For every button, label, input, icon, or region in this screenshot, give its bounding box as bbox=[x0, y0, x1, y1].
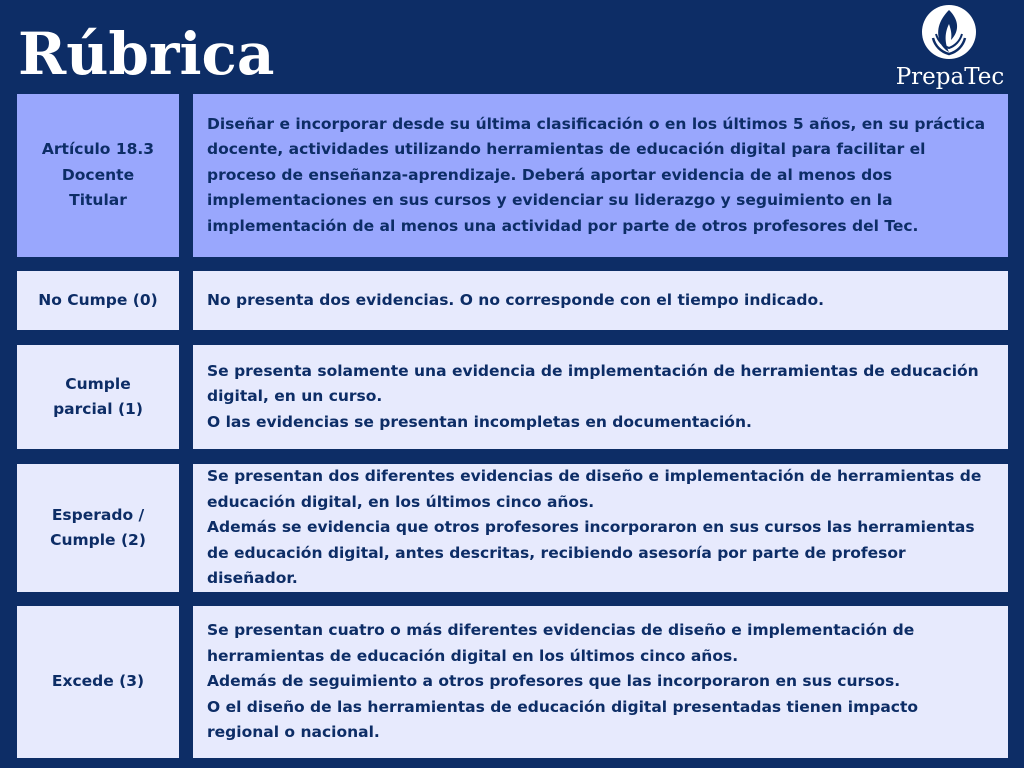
description-paragraph: O las evidencias se presentan incompletas en documentación. bbox=[207, 412, 752, 431]
prepatec-flame-logo-icon bbox=[921, 4, 977, 60]
label-line: Artículo 18.3 bbox=[41, 140, 155, 159]
rubric-description-esperado bbox=[193, 464, 1008, 592]
description-paragraph: Además de seguimiento a otros profesores que las incorporaron en sus cursos. bbox=[207, 672, 901, 691]
label-line: Docente bbox=[61, 165, 135, 184]
rubric-description-cumple-parcial bbox=[193, 345, 1008, 449]
description-paragraph: Se presentan cuatro o más diferentes evidencias de diseño e implementación de herramientas de educación digital en los últimos cinco años. bbox=[207, 621, 915, 665]
prepatec-logo bbox=[884, 4, 1016, 98]
rubric-label-header bbox=[17, 94, 179, 257]
description-paragraph: No presenta dos evidencias. O no corresponde con el tiempo indicado. bbox=[207, 290, 825, 309]
page-title: Rúbrica bbox=[18, 20, 275, 88]
rubric-description-no-cumple bbox=[193, 271, 1008, 330]
label-line: Cumple (2) bbox=[50, 531, 146, 549]
description-paragraph: O el diseño de las herramientas de educación digital presentadas tienen impacto regional o nacional. bbox=[207, 697, 919, 742]
rubric-description-excede bbox=[193, 606, 1008, 758]
label-line: Excede (3) bbox=[51, 672, 145, 691]
rubric-description-header bbox=[193, 94, 1008, 257]
rubric-label-excede bbox=[17, 606, 179, 758]
label-line: Titular bbox=[69, 191, 127, 210]
rubric-label-esperado bbox=[17, 464, 179, 592]
label-line: No Cumpe (0) bbox=[38, 290, 158, 309]
label-line: Cumple bbox=[65, 374, 131, 393]
label-line: parcial (1) bbox=[53, 400, 143, 418]
description-paragraph: Se presenta solamente una evidencia de implementación de herramientas de educación digital, en un curso. bbox=[207, 361, 979, 406]
rubric-label-no-cumple bbox=[17, 271, 179, 330]
description-paragraph: Además se evidencia que otros profesores incorporaron en sus cursos las herramientas de educación digital, antes descritas, recibiendo asesoría por parte de profesor diseñador. bbox=[207, 518, 975, 588]
rubric-label-cumple-parcial bbox=[17, 345, 179, 449]
description-paragraph: Se presentan dos diferentes evidencias de diseño e implementación de herramientas de educación digital, en los últimos cinco años. bbox=[207, 467, 982, 511]
description-paragraph: Diseñar e incorporar desde su última clasificación o en los últimos 5 años, en su práctica docente, actividades utilizando herramientas de educación digital para facilitar el proceso de enseñanza-aprendizaje. Deberá aportar evidencia de al menos dos implementaciones en sus cursos y evidenciar su liderazgo y seguimiento en la implementación de al menos una actividad por parte de otros profesores del Tec. bbox=[207, 114, 986, 235]
label-line: Esperado / bbox=[51, 505, 145, 524]
logo-text: PrepaTec bbox=[895, 64, 1005, 90]
